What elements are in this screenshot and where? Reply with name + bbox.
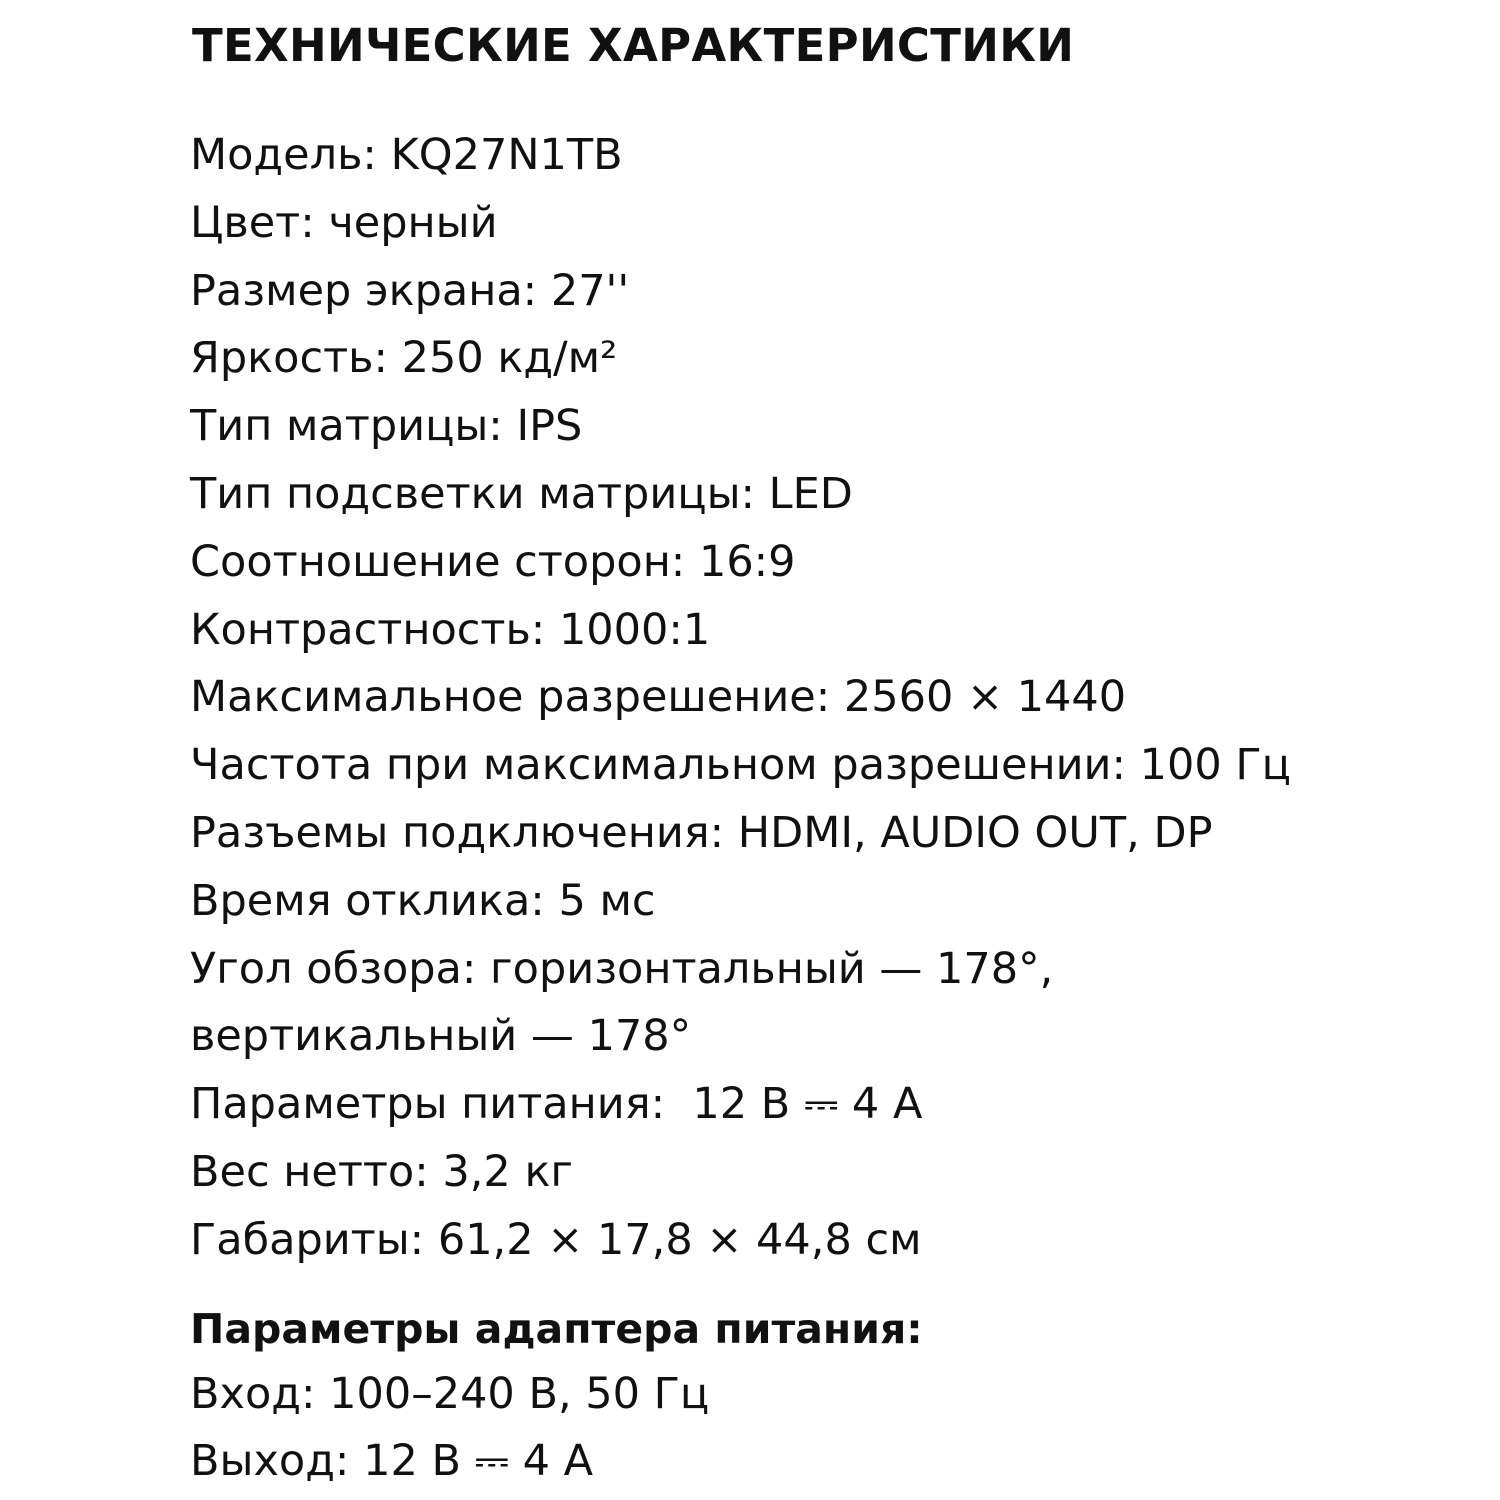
spec-list: [190, 122, 1470, 1275]
spec-viewing-angle: Угол обзора: горизонтальный — 178°, вертикальный — 178°: [190, 943, 1054, 1062]
spec-response-time: Время отклика: 5 мс: [190, 875, 656, 926]
adapter-spec-list: [190, 1361, 1470, 1495]
spec-brightness: Яркость: 250 кд/м²: [190, 333, 618, 384]
spec-color: Цвет: черный: [190, 197, 498, 248]
spec-sheet: [190, 14, 1470, 1495]
spec-power: Параметры питания: 12 В ⎓ 4 А: [190, 1079, 923, 1130]
page-title: ТЕХНИЧЕСКИЕ ХАРАКТЕРИСТИКИ: [192, 19, 1075, 72]
spec-backlight-type: Тип подсветки матрицы: LED: [190, 468, 853, 519]
spec-refresh-rate: Частота при максимальном разрешении: 100 Гц: [190, 740, 1291, 791]
spec-contrast: Контрастность: 1000:1: [190, 604, 711, 655]
adapter-section-title: Параметры адаптера питания:: [190, 1304, 923, 1353]
spec-matrix-type: Тип матрицы: IPS: [190, 401, 583, 452]
spec-connectors: Разъемы подключения: HDMI, AUDIO OUT, DP: [190, 807, 1213, 858]
spec-net-weight: Вес нетто: 3,2 кг: [190, 1146, 574, 1197]
spec-aspect-ratio: Соотношение сторон: 16:9: [190, 536, 796, 587]
spec-screen-size: Размер экрана: 27'': [190, 265, 630, 316]
spec-max-resolution: Максимальное разрешение: 2560 × 1440: [190, 672, 1127, 723]
adapter-output: Выход: 12 В ⎓ 4 А: [190, 1435, 594, 1486]
spec-dimensions: Габариты: 61,2 × 17,8 × 44,8 см: [190, 1214, 922, 1265]
adapter-input: Вход: 100–240 В, 50 Гц: [190, 1368, 710, 1419]
spec-model: Модель: KQ27N1TB: [190, 130, 623, 180]
